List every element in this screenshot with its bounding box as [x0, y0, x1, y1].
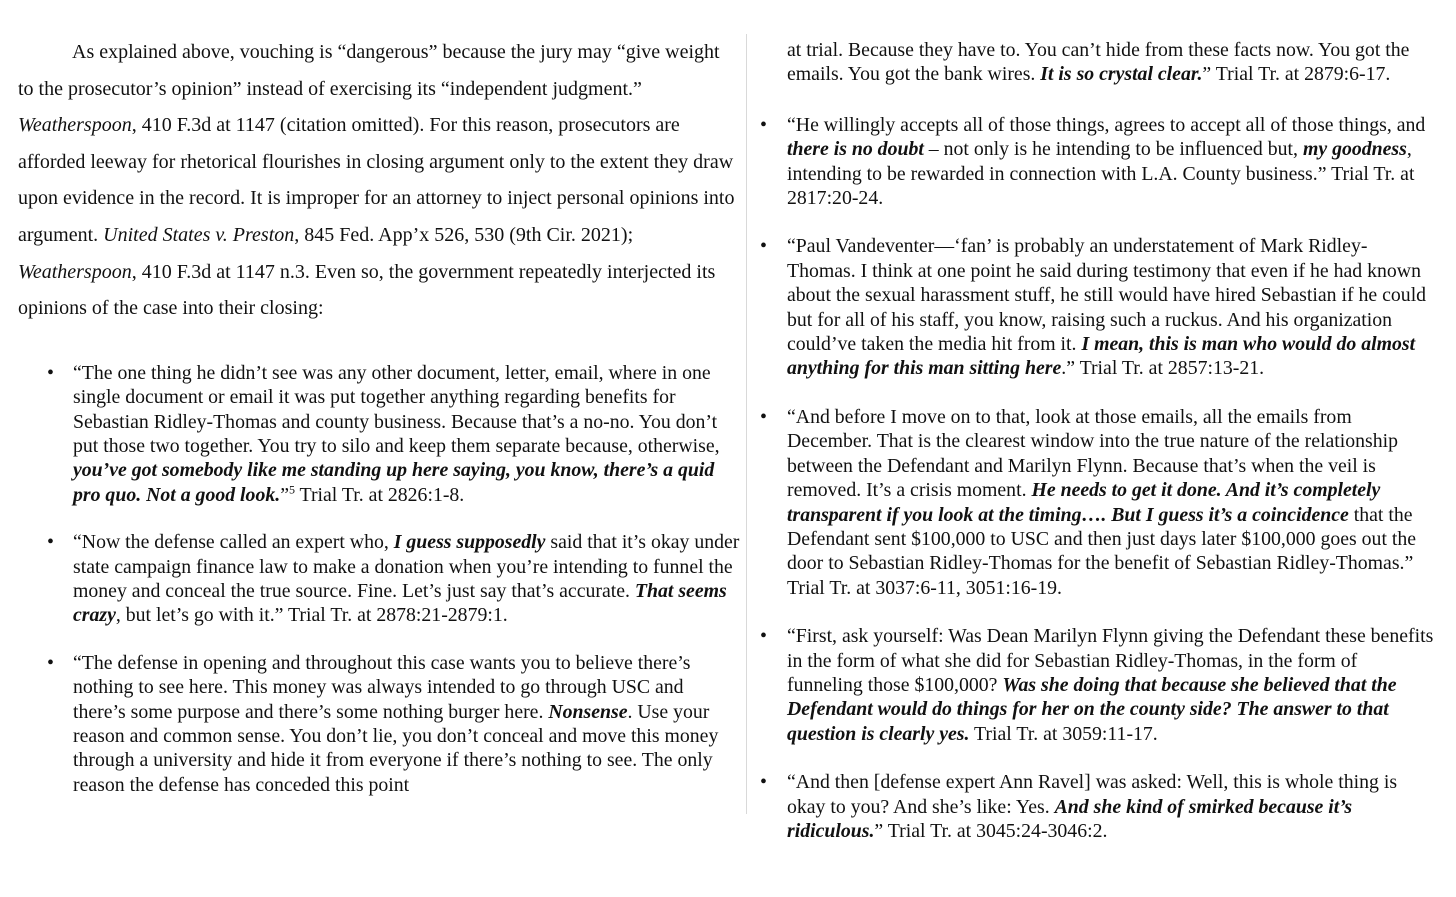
text-run: ” Trial Tr. at 3045:24-3046:2. — [874, 819, 1108, 842]
text-run: Weatherspoon — [18, 260, 132, 283]
bullet-icon: • — [760, 235, 767, 258]
quote-text — [73, 531, 739, 626]
text-run: Weatherspoon — [18, 114, 132, 137]
text-run: said that it’s okay under state campaign finance law to make a donation when you’re intending to funnel the money and conceal the true source. Fine. Let’s just say that’s accurate. — [73, 531, 740, 602]
column-divider — [746, 34, 747, 814]
quote-text — [73, 362, 720, 506]
quote-text — [73, 652, 718, 796]
bullet-icon: • — [760, 405, 767, 428]
bullet-icon: • — [47, 651, 54, 674]
text-run: Nonsense — [548, 700, 628, 723]
bullet-icon: • — [47, 361, 54, 384]
left-column — [18, 0, 740, 797]
list-item — [760, 405, 1436, 600]
continued-quote — [760, 38, 1436, 87]
text-run: I mean, this is man who would do almost anything for this man sitting here — [787, 333, 1416, 380]
text-run: – not only is he intending to be influenced but, — [923, 138, 1303, 161]
text-run: , but let’s go with it.” Trial Tr. at 2878:21-2879:1. — [115, 604, 508, 627]
text-run: “Paul Vandeventer—‘fan’ is probably an understatement of Mark Ridley-Thomas. I think at one point he said during testimony that even if he had known about the sexual harassment stuff, he still would have hired Sebastian if he could but for all of his staff, you know, raising such a ruckus. And his organization could’ve taken the media hit from it. — [787, 235, 1427, 356]
list-item — [18, 361, 740, 507]
text-run: you’ve got somebody like me standing up here saying, you know, there’s a quid pro quo. Not a good look. — [73, 459, 715, 506]
text-run: , 845 Fed. App’x 526, 530 (9th Cir. 2021); — [294, 223, 634, 246]
bullet-icon: • — [760, 113, 767, 136]
text-run: , intending to be rewarded in connection with L.A. County business.” Trial Tr. at 2817:20-24. — [787, 138, 1415, 210]
text-run: ” — [280, 483, 289, 506]
text-run: that the Defendant sent $100,000 to USC and then just days later $100,000 goes out the door to Sebastian Ridley-Thomas for the benefit of Sebastian Ridley-Thomas.” Trial Tr. at 3037:6-11, 3051:16-19. — [787, 503, 1417, 599]
text-run: there is no doubt — [787, 138, 924, 161]
text-run: .” Trial Tr. at 2857:13-21. — [1061, 357, 1265, 380]
quote-text — [787, 235, 1426, 379]
text-run: United States v. Preston — [103, 223, 295, 246]
list-item — [18, 530, 740, 628]
bullet-icon: • — [47, 531, 54, 554]
text-run: I guess supposedly — [393, 531, 546, 554]
quote-text — [787, 114, 1425, 209]
bullet-icon: • — [760, 771, 767, 794]
quote-text — [787, 625, 1433, 745]
text-run: , 410 F.3d at 1147 n.3. Even so, the government repeatedly interjected its opinions of the case into their closing: — [18, 260, 716, 320]
text-run: “First, ask yourself: Was Dean Marilyn Flynn giving the Defendant these benefits in the form of what she did for Sebastian Ridley-Thomas, in the form of funneling those $100,000? — [787, 625, 1434, 696]
text-run: “And before I move on to that, look at those emails, all the emails from December. That is the clearest window into the true nature of the relationship between the Defendant and Marilyn Flynn. Because that’s when the veil is removed. It’s a crisis moment. — [787, 405, 1399, 502]
list-item — [760, 770, 1436, 843]
text-run: at trial. Because they have to. You can’t hide from these facts now. You got the emails. You got the bank wires. — [787, 39, 1410, 86]
intro-paragraph — [18, 34, 740, 327]
text-run: Trial Tr. at 2826:1-8. — [294, 483, 465, 506]
text-run: Was she doing that because she believed that the Defendant would do things for her on the county side? The answer to that question is clearly yes. — [787, 673, 1397, 745]
text-run: He needs to get it done. And it’s completely transparent if you look at the timing…. But I guess it’s a coincidence — [787, 479, 1381, 526]
right-column — [760, 0, 1436, 843]
list-item — [760, 234, 1436, 380]
text-run: “The defense in opening and throughout this case wants you to believe there’s nothing to see here. This money was always intended to go through USC and there’s some purpose and there’s some nothing burger here. — [73, 651, 691, 723]
text-run: “Now the defense called an expert who, — [73, 531, 394, 554]
text-run: “The one thing he didn’t see was any other document, letter, email, where in one single document or email it was put together anything regarding benefits for Sebastian Ridley-Thomas and county business. Because that’s a no-no. You don’t put those two together. You try to silo and keep them separate because, otherwise, — [73, 361, 720, 457]
text-run: ” Trial Tr. at 2879:6-17. — [1202, 63, 1391, 86]
footnote-ref: 5 — [288, 482, 295, 497]
text-run: It is so crystal clear. — [1040, 63, 1203, 86]
text-run: And she kind of smirked because it’s ridiculous. — [787, 795, 1353, 842]
quote-text — [787, 406, 1416, 599]
text-run: “He willingly accepts all of those things, agrees to accept all of those things, and — [787, 113, 1426, 136]
quote-list-left — [18, 361, 740, 798]
list-item — [760, 624, 1436, 746]
text-run: That seems crazy — [73, 580, 727, 627]
text-run: As explained above, vouching is “dangerous” because the jury may “give weight to the prosecutor’s opinion” instead of exercising its “independent judgment.” — [18, 41, 720, 100]
list-item — [18, 651, 740, 797]
text-run: “And then [defense expert Ann Ravel] was asked: Well, this is whole thing is okay to you? And she’s like: Yes. — [787, 771, 1398, 818]
text-run: my goodness — [1302, 138, 1407, 161]
bullet-icon: • — [760, 625, 767, 648]
text-run: . Use your reason and common sense. You don’t lie, you don’t conceal and move this money through a university and hide it from everyone if there’s nothing to see. The only reason the defense has conceded this point — [73, 700, 719, 796]
text-run: Trial Tr. at 3059:11-17. — [969, 722, 1158, 745]
text-run: , 410 F.3d at 1147 (citation omitted). For this reason, prosecutors are afforded leeway for rhetorical flourishes in closing argument only to the extent they draw upon evidence in the record. It is improper for an attorney to inject personal opinions into argument. — [18, 114, 735, 246]
quote-list-right — [760, 113, 1436, 844]
list-item — [760, 113, 1436, 211]
quote-text — [787, 771, 1397, 842]
